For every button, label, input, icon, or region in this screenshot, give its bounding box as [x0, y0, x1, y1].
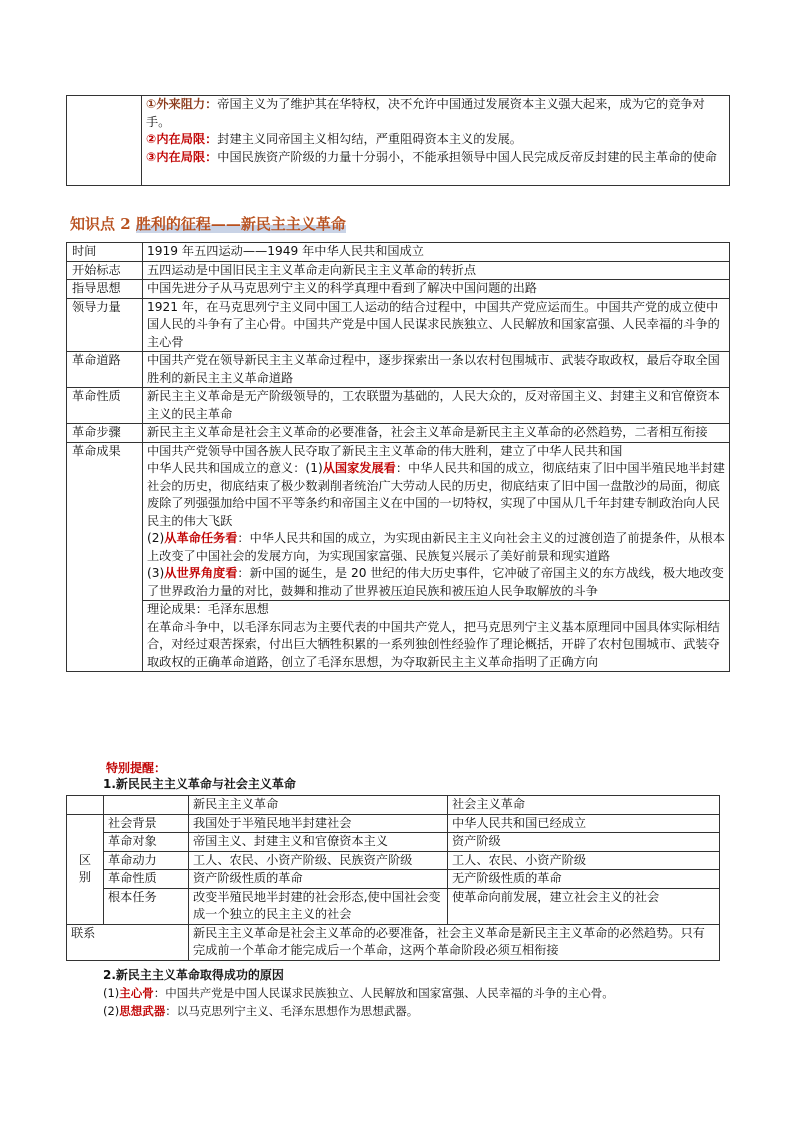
- meaning-2: (2)从革命任务看：中华人民共和国的成立，为实现由新民主主义向社会主义的过渡创造了前提条件，从根本上改变了中国社会的发展方向，为实现国家富强、民族复兴展示了美好前景和现实道路: [147, 531, 725, 563]
- reason-2: (2)思想武器：以马克思列宁主义、毛泽东思想作为思想武器。: [103, 1004, 419, 1018]
- table-row: 革命性质 资产阶级性质的革命 无产阶级性质的革命: [67, 870, 720, 889]
- table-row: 革命道路 中国共产党在领导新民主主义革命过程中，逐步探索出一条以农村包围城市、武装夺取政权，最后夺取全国胜利的新民主主义革命道路: [67, 352, 730, 388]
- table-row: 革命步骤 新民主主义革命是社会主义革命的必要准备，社会主义革命是新民主主义革命的必然趋势，二者相互衔接: [67, 424, 730, 443]
- top-table: [66, 95, 730, 186]
- top-line-1: ①外来阻力：帝国主义为了维护其在华特权，决不允许中国通过发展资本主义强大起来，成为它的竞争对手。: [146, 97, 705, 129]
- compare-title: 1.新民民主主义革命与社会主义革命: [103, 777, 296, 791]
- notice-label: 特别提醒：: [106, 761, 167, 775]
- table-row: 根本任务 改变半殖民地半封建的社会形态,使中国社会变成一个独立的民主主义的社会 使革命向前发展，建立社会主义的社会: [67, 888, 720, 924]
- top-line-2: ②内在局限：封建主义同帝国主义相勾结，严重阻碍资本主义的发展。: [146, 132, 522, 146]
- main-table: [66, 242, 730, 672]
- top-table-left-cell: [67, 96, 142, 186]
- reasons-title: 2.新民主主义革命取得成功的原因: [103, 968, 284, 982]
- top-table-content-cell: [142, 96, 730, 186]
- table-row: 区 别 社会背景 我国处于半殖民地半封建社会 中华人民共和国已经成立: [67, 814, 720, 833]
- table-row: 联系 新民主主义革命是社会主义革命的必要准备，社会主义革命是新民主主义革命的必然趋势。只有完成前一个革命才能完成后一个革命，这两个革命阶段必须互相衔接: [67, 924, 720, 960]
- table-row: 革命对象 帝国主义、封建主义和官僚资本主义 资产阶级: [67, 833, 720, 852]
- table-row-results: 革命成果 中国共产党领导中国各族人民夺取了新民主主义革命的伟大胜利，建立了中华人民共和国 中华人民共和国成立的意义：(1)从国家发展看：中华人民共和国的成立，彻底结束了旧中国半殖民地半封建社会的历史，彻底结束了极少数剥削者统治广大劳动人民的历史，彻底结束了旧中国一盘散沙的局面，彻底废除了列强强加给中国不平等条约和帝国主义在中国的一切特权，实现了中国从几千年封建专制政治向人民民主的伟大飞跃 (2)从革命任务看：中华人民共和国的成立，为实现由新民主主义向社会主义的过渡创造了前提条件，从根本上改变了中国社会的发展方向，为实现国家富强、民族复兴展示了美好前景和现实道路 (3)从世界角度看：新中国的诞生，是 20 世纪的伟大历史事件，它冲破了帝国主义的东方战线，极大地改变了世界政治力量的对比，鼓舞和推动了世界被压迫民族和被压迫人民争取解放的斗争: [67, 442, 730, 601]
- theory-cell: 理论成果：毛泽东思想 在革命斗争中，以毛泽东同志为主要代表的中国共产党人，把马克思列宁主义基本原理同中国具体实际相结合，对经过艰苦探索，付出巨大牺牲积累的一系列独创性经验作了理论概括，开辟了农村包围城市、武装夺取政权的正确革命道路，创立了毛泽东思想，为夺取新民主主义革命指明了正确方向: [143, 601, 730, 672]
- top-line-3: ③内在局限：中国民族资产阶级的力量十分弱小，不能承担领导中国人民完成反帝反封建的民主革命的使命: [146, 149, 717, 164]
- section-title: 知识点 2 胜利的征程——新民主主义革命: [70, 215, 346, 233]
- table-row-theory: [67, 601, 730, 672]
- reason-1: (1)主心骨：中国共产党是中国人民谋求民族独立、人民解放和国家富强、人民幸福的斗争的主心骨。: [103, 986, 614, 1000]
- table-row: 领导力量 1921 年，在马克思列宁主义同中国工人运动的结合过程中，中国共产党应运而生。中国共产党的成立使中国人民的斗争有了主心骨。中国共产党是中国人民谋求民族独立、人民解放和国家富强、人民幸福的斗争的主心骨: [67, 298, 730, 352]
- table-row: 新民主主义革命 社会主义革命: [67, 796, 720, 815]
- table-row: 开始标志 五四运动是中国旧民主主义革命走向新民主主义革命的转折点: [67, 261, 730, 280]
- table-row: 指导思想 中国先进分子从马克思列宁主义的科学真理中看到了解决中国问题的出路: [67, 280, 730, 299]
- table-row: 时间 1919 年五四运动——1949 年中华人民共和国成立: [67, 243, 730, 262]
- results-cell: 中国共产党领导中国各族人民夺取了新民主主义革命的伟大胜利，建立了中华人民共和国 中华人民共和国成立的意义：(1)从国家发展看：中华人民共和国的成立，彻底结束了旧中国半殖民地半封建社会的历史，彻底结束了极少数剥削者统治广大劳动人民的历史，彻底结束了旧中国一盘散沙的局面，彻底废除了列强强加给中国不平等条约和帝国主义在中国的一切特权，实现了中国从几千年封建专制政治向人民民主的伟大飞跃 (2)从革命任务看：中华人民共和国的成立，为实现由新民主主义向社会主义的过渡创造了前提条件，从根本上改变了中国社会的发展方向，为实现国家富强、民族复兴展示了美好前景和现实道路 (3)从世界角度看：新中国的诞生，是 20 世纪的伟大历史事件，它冲破了帝国主义的东方战线，极大地改变了世界政治力量的对比，鼓舞和推动了世界被压迫民族和被压迫人民争取解放的斗争: [143, 442, 730, 601]
- compare-table: [66, 795, 720, 961]
- diff-side-label: 区 别: [67, 814, 104, 924]
- table-row: 革命动力 工人、农民、小资产阶级、民族资产阶级 工人、农民、小资产阶级: [67, 851, 720, 870]
- meaning-1: 中华人民共和国成立的意义：(1)从国家发展看：中华人民共和国的成立，彻底结束了旧中国半殖民地半封建社会的历史，彻底结束了极少数剥削者统治广大劳动人民的历史，彻底结束了旧中国一盘散沙的局面，彻底废除了列强强加给中国不平等条约和帝国主义在中国的一切特权，实现了中国从几千年封建专制政治向人民民主的伟大飞跃: [147, 461, 725, 528]
- table-row: 革命性质 新民主主义革命是无产阶级领导的，工农联盟为基础的，人民大众的，反对帝国主义、封建主义和官僚资本主义的民主革命: [67, 388, 730, 424]
- meaning-3: (3)从世界角度看：新中国的诞生，是 20 世纪的伟大历史事件，它冲破了帝国主义的东方战线，极大地改变了世界政治力量的对比，鼓舞和推动了世界被压迫民族和被压迫人民争取解放的斗争: [147, 566, 724, 598]
